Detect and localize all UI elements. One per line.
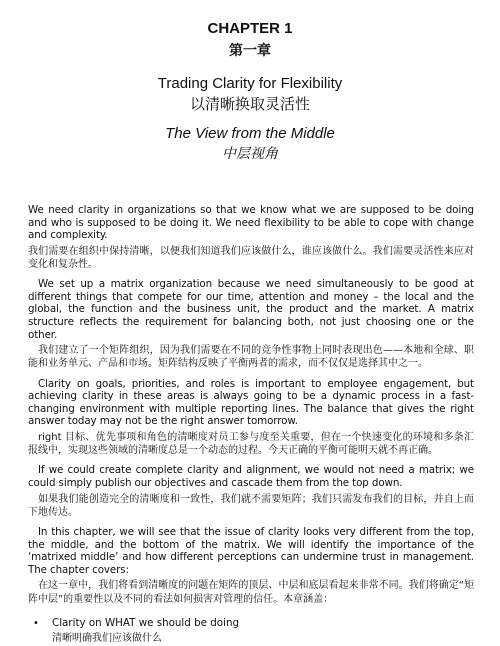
chapter-subtitle: The View from the Middle — [165, 125, 335, 142]
paragraph-3-chinese: right 目标、优先事项和角色的清晰度对员工参与度至关重要，但在一个快速变化的环境和多条汇报线中，实现这些领域的清晰度总是一个动态的过程。今天正确的平衡可能明天就不再正确。 — [28, 431, 474, 457]
paragraph-4-chinese: 如果我们能创造完全的清晰度和一致性，我们就不需要矩阵；我们只需发布我们的目标，并自上而下地传达。 — [28, 493, 474, 518]
paragraph-2-chinese: 我们建立了一个矩阵组织，因为我们需要在不同的竞争性事物上同时表现出色——本地和全球、职能和业务单元、产品和市场。矩阵结构反映了平衡两者的需求，而不仅仅是选择其中之一。 — [28, 345, 474, 370]
paragraph-4-english: If we could create complete clarity and alignment, we would not need a matrix; we could simply publish our objectives and cascade them from the top down. — [28, 464, 474, 489]
paragraph-1-chinese: 我们需要在组织中保持清晰，以便我们知道我们应该做什么，谁应该做什么。我们需要灵活性来应对变化和复杂性。 — [28, 245, 474, 270]
chapter-coverage-list — [28, 617, 474, 646]
paragraph-3-english: Clarity on goals, priorities, and roles is important to employee engagement, but achieving clarity in these areas is always going to be a dynamic process in a fast-changing environment with multiple reporting lines. The balance that gives the right answer today may not be the right answer tomorrow. — [28, 377, 474, 428]
list-item-chinese: 清晰明确我们应该做什么 — [52, 633, 162, 645]
chapter-subtitle-chinese: 中层视角 — [222, 146, 278, 162]
chapter-title-chinese: 以清晰换取灵活性 — [189, 95, 310, 113]
paragraph-5-english: In this chapter, we will see that the issue of clarity looks very different from the top, the middle, and the bottom of the matrix. We will identify the importance of the ‘matrixed middle’ and how different perceptions can undermine trust in management. The chapter covers: — [28, 525, 474, 576]
list-item — [28, 617, 474, 646]
list-item-english: Clarity on WHAT we should be doing — [52, 616, 240, 629]
chapter-title: Trading Clarity for Flexibility — [157, 75, 343, 92]
chapter-label: CHAPTER 1 — [207, 20, 293, 37]
paragraph-2-english: We set up a matrix organization because we need simultaneously to be good at different things that compete for our time, attention and money – the local and the global, the function and the business unit, the product and the market. A matrix structure reflects the requirement for balancing both, not just choosing one or the other. — [28, 278, 474, 341]
document-body — [28, 204, 474, 646]
chapter-label-chinese: 第一章 — [229, 43, 271, 59]
paragraph-5-chinese: 在这一章中，我们将看到清晰度的问题在矩阵的顶层、中层和底层看起来非常不同。我们将确定“矩阵中层”的重要性以及不同的看法如何损害对管理的信任。本章涵盖： — [28, 580, 474, 605]
paragraph-1-english: We need clarity in organizations so that we know what we are supposed to be doing and who is supposed to be doing it. We need flexibility to be able to cope with change and complexity. — [28, 204, 474, 242]
bullet-icon: • — [33, 617, 39, 629]
